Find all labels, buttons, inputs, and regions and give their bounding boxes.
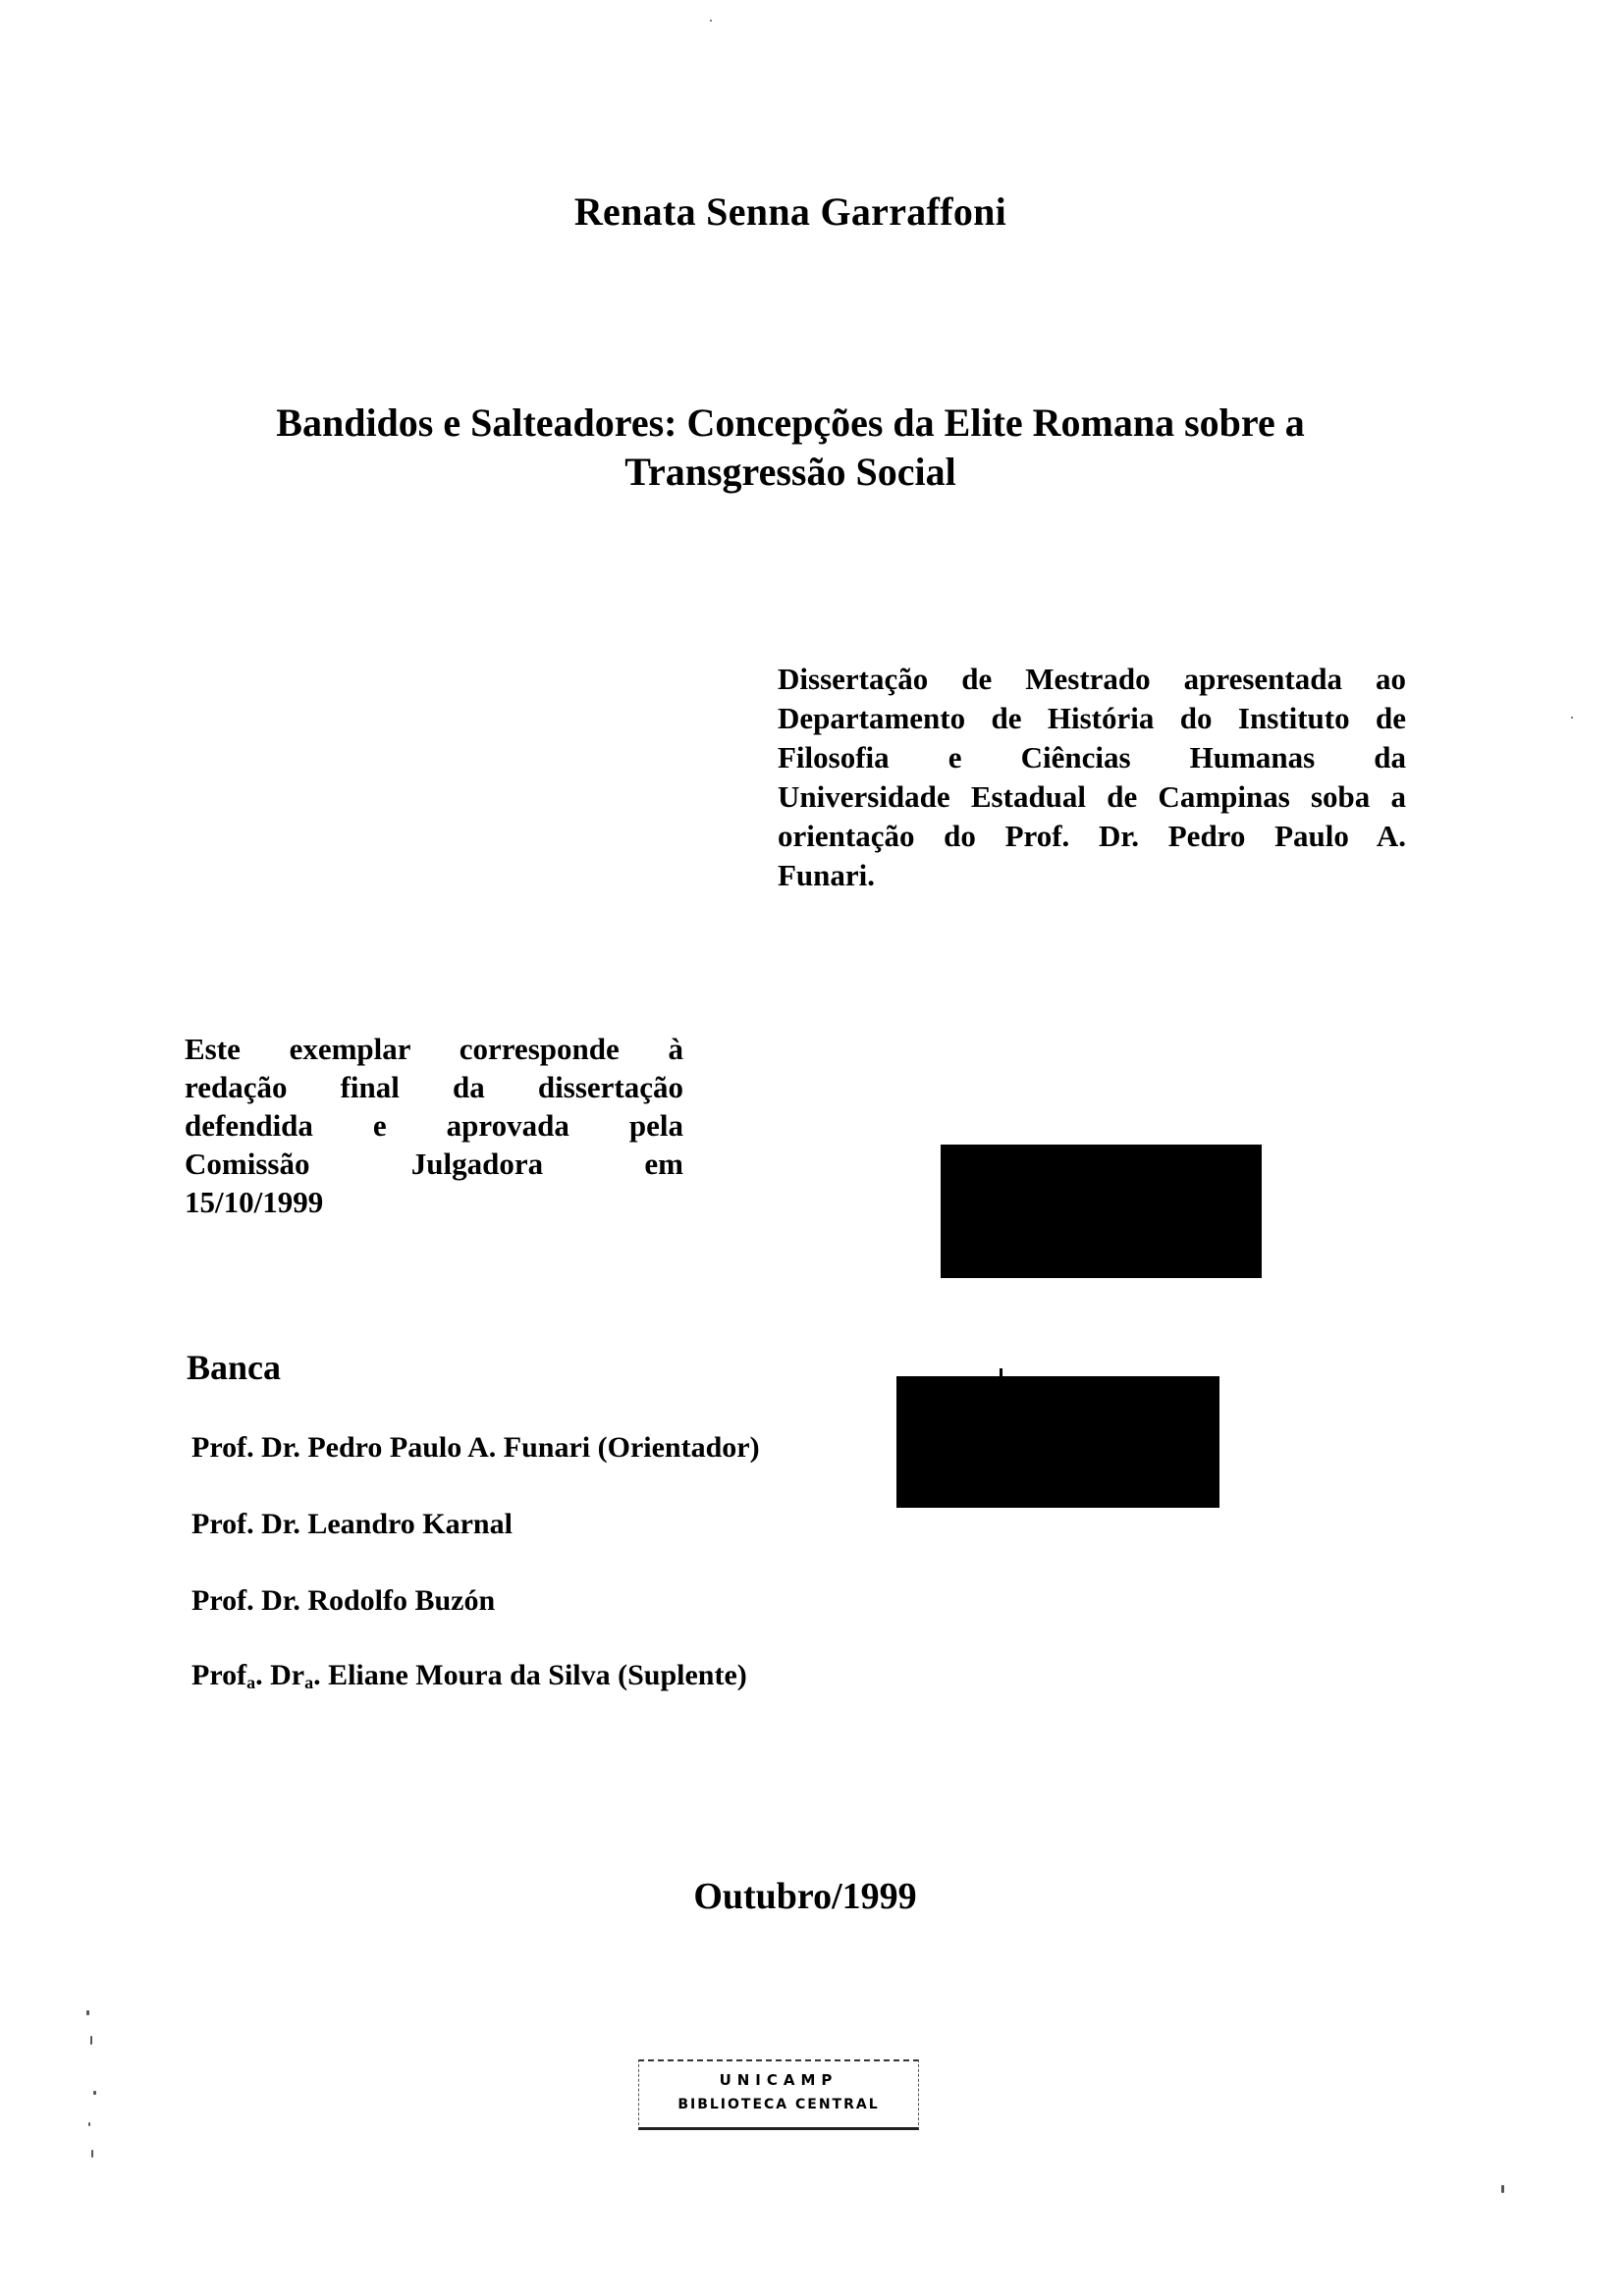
exemplar-note-line: Comissão Julgadora em: [185, 1147, 683, 1181]
defense-date: Outubro/1999: [693, 1876, 917, 1917]
dissertation-note-line: Universidade Estadual de Campinas soba a: [778, 779, 1406, 814]
dissertation-note-line: Filosofia e Ciências Humanas da: [778, 740, 1406, 774]
member-subscript: a: [304, 1673, 314, 1692]
banca-member-suplente: [191, 1659, 747, 1693]
library-stamp: [638, 2059, 919, 2130]
dissertation-note-line: Funari.: [778, 858, 876, 892]
dissertation-note-line: Departamento de História do Instituto de: [778, 701, 1406, 735]
scan-speck: [1571, 717, 1573, 719]
exemplar-note-line: 15/10/1999: [185, 1185, 324, 1219]
title-line-2: Transgressão Social: [624, 450, 956, 494]
author-name: Renata Senna Garraffoni: [573, 189, 1007, 234]
exemplar-note-line: defendida e aprovada pela: [185, 1108, 683, 1143]
stamp-border: [638, 2059, 919, 2130]
dissertation-note-line: Dissertação de Mestrado apresentada ao: [778, 662, 1406, 696]
member-rest: . Eliane Moura da Silva (Suplente): [313, 1659, 747, 1691]
dissertation-title: [0, 399, 1581, 497]
stamp-line-1: UNICAMP: [719, 2071, 839, 2089]
stamp-line-2: BIBLIOTECA CENTRAL: [677, 2097, 880, 2112]
scan-speck: [1501, 2185, 1504, 2193]
scan-speck: [93, 2091, 96, 2095]
scan-speck: [90, 2036, 92, 2045]
dissertation-note: [778, 660, 1406, 895]
banca-member: Prof. Dr. Leandro Karnal: [191, 1508, 513, 1540]
dissertation-note-line: orientação do Prof. Dr. Pedro Paulo A.: [778, 819, 1406, 853]
member-middle: . Dr: [255, 1659, 305, 1691]
banca-member: Prof. Dr. Rodolfo Buzón: [191, 1584, 496, 1617]
member-subscript: a: [246, 1673, 256, 1692]
scan-speck: [91, 2150, 93, 2158]
banca-member: Prof. Dr. Pedro Paulo A. Funari (Orientador): [191, 1431, 760, 1464]
exemplar-note-line: Este exemplar corresponde à: [185, 1032, 683, 1066]
exemplar-note: [185, 1030, 683, 1221]
scan-speck: [88, 2122, 90, 2126]
exemplar-note-line: redação final da dissertação: [185, 1070, 683, 1104]
title-line-1: Bandidos e Salteadores: Concepções da Elite Romana sobre a: [276, 400, 1305, 445]
redaction-box: [896, 1376, 1219, 1508]
scan-speck: [710, 20, 712, 22]
scan-speck: [86, 2010, 89, 2015]
banca-heading: Banca: [187, 1348, 282, 1387]
redaction-box: [941, 1145, 1262, 1278]
member-prefix: Prof: [191, 1659, 247, 1691]
